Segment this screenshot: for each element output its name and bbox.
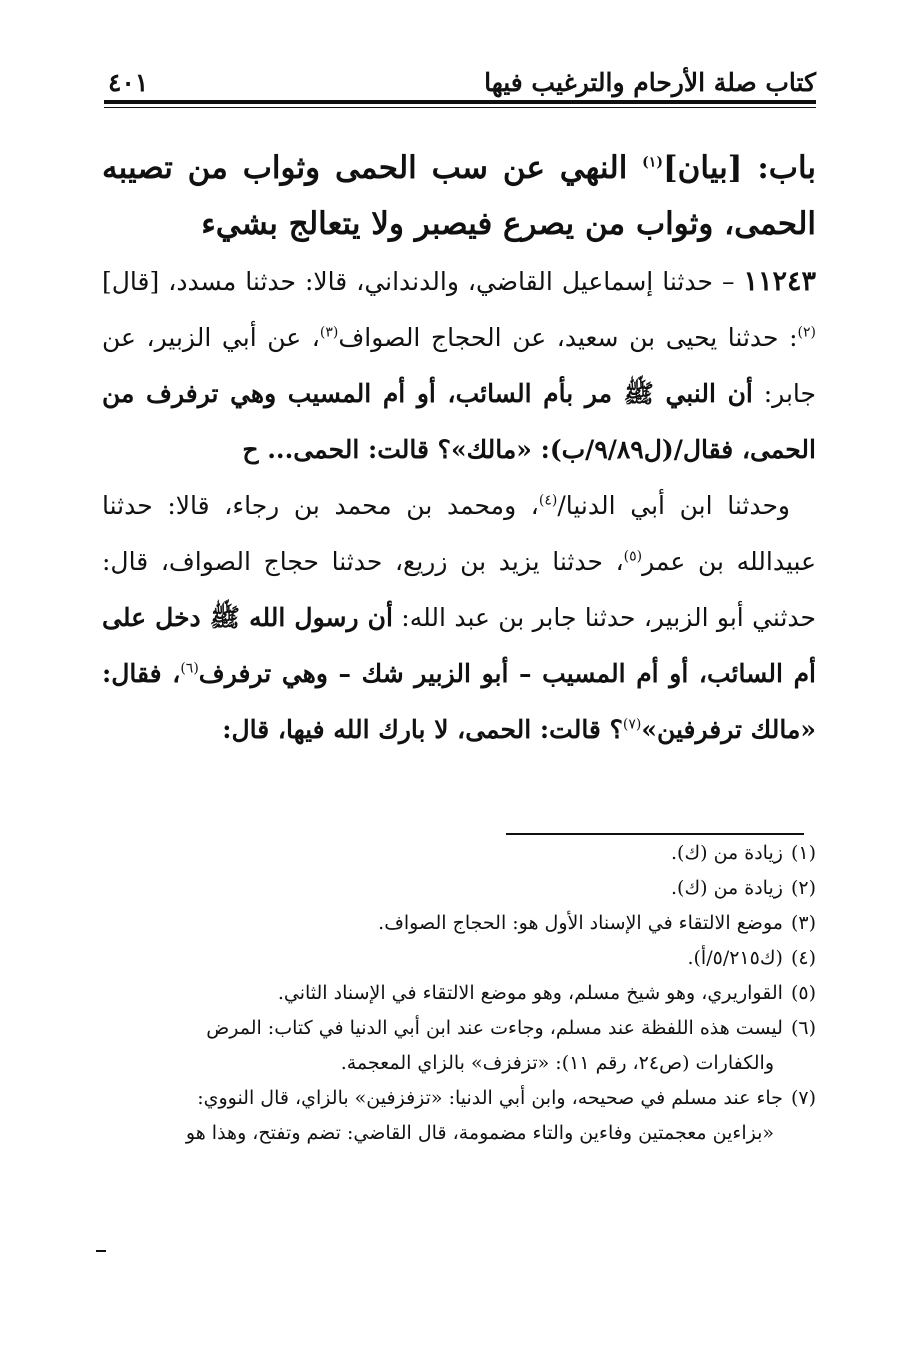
footnote-ref: (٥) (623, 548, 643, 565)
footnote-6: (٦)ليست هذه اللفظة عند مسلم، وجاءت عند ابن أبي الدنيا في كتاب: المرض (206, 1017, 816, 1039)
matn-text: أن رسول الله ﷺ دخل على أم السائب، أو أم المسيب – أبو الزبير شك – وهي ترفرف (102, 603, 816, 688)
footnote-separator (506, 833, 804, 835)
footnote-7-continued: «بزاءين معجمتين وفاءين والتاء مضمومة، قال القاضي: تضم وتفتح، وهذا هو (185, 1122, 774, 1144)
matn-text: ؟ قالت: الحمى، لا بارك الله فيها، قال: (222, 715, 623, 744)
footnote-ref: (٢) (797, 324, 817, 341)
footnote-ref: (٧) (622, 716, 642, 733)
footnote-ref: (٣) (319, 324, 339, 341)
chapter-title-text: النهي عن سب الحمى وثواب من تصيبه الحمى، وثواب من يصرع فيصبر ولا يتعالج بشيء (102, 150, 816, 242)
chapter-label: باب: (757, 150, 817, 186)
matn-text: ، فقال: «مالك ترفرفين» (102, 659, 816, 744)
isnad-text: ، حدثنا يزيد بن زريع، حدثنا حجاج الصواف، قال: حدثني أبو الزبير، حدثنا جابر بن عبد الله: (102, 547, 816, 632)
hadith-paragraph-1 (102, 254, 816, 478)
isnad-text: ، ومحمد بن محمد بن رجاء، قالا: حدثنا عبيدالله بن عمر (102, 491, 816, 576)
continuation-dash (96, 1250, 106, 1252)
hadith-paragraph-2 (102, 478, 816, 758)
page-header (104, 66, 816, 102)
footnote-ref: (١) (642, 154, 663, 171)
chapter-title (102, 140, 816, 252)
isnad-text: ، عن أبي الزبير، عن جابر: (102, 323, 816, 408)
footnote-ref: (٦) (180, 660, 199, 677)
footnote-6-continued: والكفارات (ص٢٤، رقم ١١): «تزفزف» بالزاي المعجمة. (340, 1052, 774, 1074)
header-rule-thin (104, 107, 816, 108)
footnote-3: (٣)موضع الالتقاء في الإسناد الأول هو: الحجاج الصواف. (378, 912, 816, 934)
matn-text: أن النبي ﷺ مر بأم السائب، أو أم المسيب وهي ترفرف من الحمى، فقال/(ل٩/٨٩/ب): «مالك»؟ قالت: الحمى... ح (102, 379, 816, 464)
header-rule-thick (104, 100, 816, 104)
isnad-text: : حدثنا يحيى بن سعيد، عن الحجاج الصواف (338, 323, 798, 352)
page-number: ٤٠١ (108, 68, 149, 97)
footnote-5: (٥)القواريري، وهو شيخ مسلم، وهو موضع الالتقاء في الإسناد الثاني. (277, 982, 816, 1004)
hadith-number: ١١٢٤٣ (743, 266, 816, 297)
footnote-2: (٢)زيادة من (ك). (671, 877, 816, 899)
main-text (102, 140, 816, 758)
chapter-title-bracket: [بيان] (662, 150, 743, 186)
footnotes (96, 836, 816, 1151)
footnote-ref: (٤) (538, 492, 558, 509)
running-title: كتاب صلة الأرحام والترغيب فيها (484, 68, 816, 97)
footnote-4: (٤)(ك٥/٢١٥/أ). (687, 947, 816, 969)
isnad-text: – حدثنا إسماعيل القاضي، والدنداني، قالا: حدثنا مسدد، [قال] (102, 267, 735, 296)
footnote-1: (١)زيادة من (ك). (671, 842, 816, 864)
isnad-text: وحدثنا ابن أبي الدنيا/ (557, 491, 790, 520)
footnote-7: (٧)جاء عند مسلم في صحيحه، وابن أبي الدنيا: «تزفزفين» بالزاي، قال النووي: (197, 1087, 816, 1109)
